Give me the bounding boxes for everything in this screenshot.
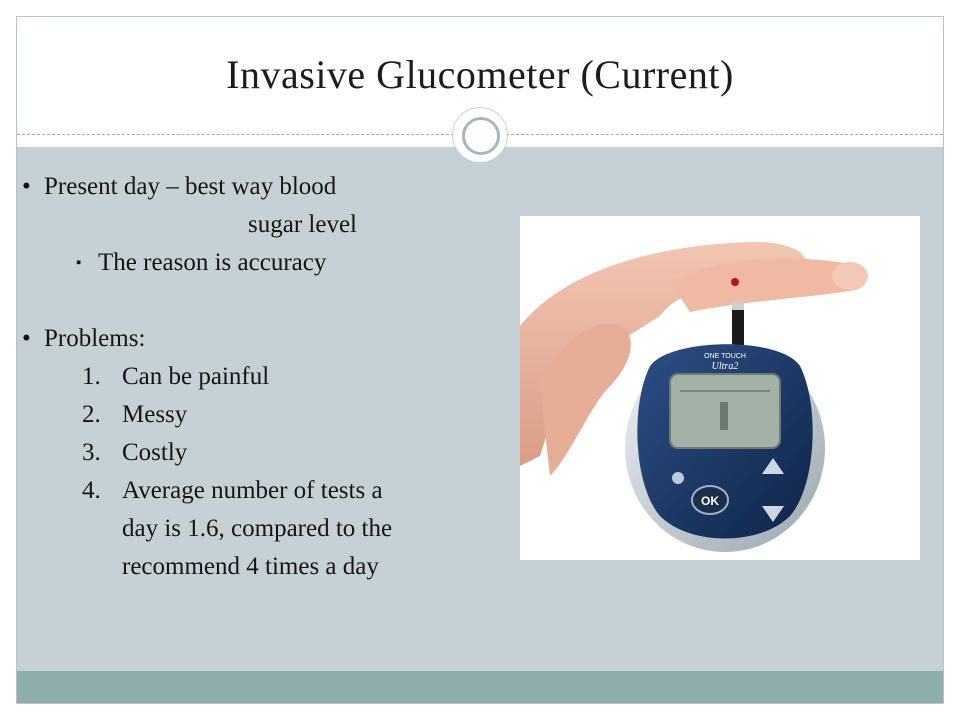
sub-bullet-marker: ▪ bbox=[76, 255, 82, 271]
ok-button-label: OK bbox=[701, 494, 719, 508]
item-text: Can be painful bbox=[122, 363, 270, 390]
bullet-continuation-line bbox=[22, 206, 502, 244]
list-item-continuation bbox=[22, 510, 502, 548]
slide-title: Invasive Glucometer (Current) bbox=[226, 52, 734, 97]
screen-glyph bbox=[720, 402, 728, 430]
body-text bbox=[22, 168, 502, 586]
glucometer-photo bbox=[520, 216, 920, 560]
list-item bbox=[22, 358, 502, 396]
bullet-marker: • bbox=[22, 325, 31, 352]
glucometer-illustration bbox=[520, 216, 920, 560]
bullet-continuation: sugar level bbox=[248, 211, 357, 238]
sub-bullet-line bbox=[22, 244, 502, 282]
list-item bbox=[22, 472, 502, 510]
bullet-text: Problems: bbox=[44, 325, 146, 352]
item-text: Messy bbox=[122, 401, 188, 428]
bullet-line bbox=[22, 168, 502, 206]
power-icon bbox=[672, 472, 684, 484]
item-text: Average number of tests a bbox=[122, 477, 383, 504]
spacer bbox=[22, 282, 502, 320]
test-strip-tip bbox=[732, 302, 744, 310]
meter-model: Ultra2 bbox=[711, 361, 739, 372]
list-item bbox=[22, 396, 502, 434]
meter-brand: ONE TOUCH bbox=[704, 353, 746, 360]
item-text: day is 1.6, compared to the bbox=[122, 515, 393, 542]
circle-ring bbox=[462, 117, 500, 155]
item-text: Costly bbox=[122, 439, 188, 466]
divider-circle-ornament bbox=[452, 107, 508, 163]
bullet-line bbox=[22, 320, 502, 358]
list-item-continuation bbox=[22, 548, 502, 586]
blood-drop bbox=[731, 278, 739, 286]
item-number: 3. bbox=[82, 439, 101, 466]
item-number: 1. bbox=[82, 363, 101, 390]
item-number: 2. bbox=[82, 401, 101, 428]
sub-bullet-text: The reason is accuracy bbox=[98, 249, 327, 276]
list-item bbox=[22, 434, 502, 472]
footer-band bbox=[17, 671, 943, 703]
item-text: recommend 4 times a day bbox=[122, 553, 379, 580]
fingertip bbox=[832, 262, 868, 290]
item-number: 4. bbox=[82, 477, 101, 504]
bullet-text: Present day – best way blood bbox=[44, 173, 337, 200]
bullet-marker: • bbox=[22, 173, 31, 200]
